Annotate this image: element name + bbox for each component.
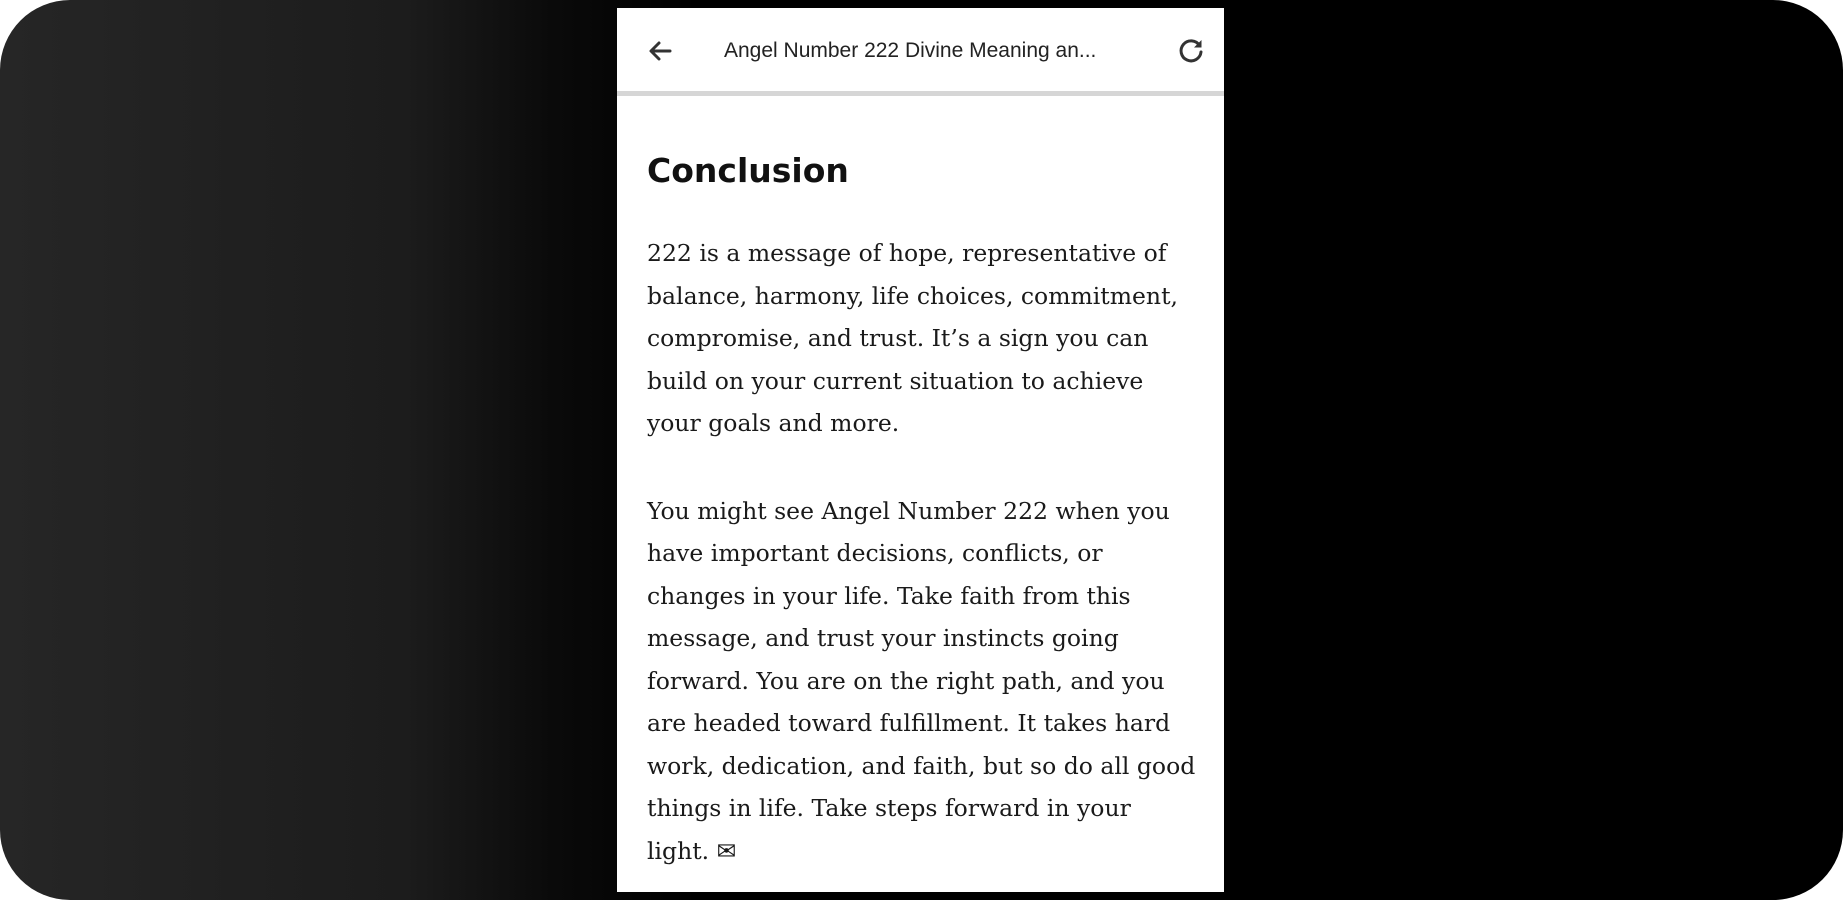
refresh-icon[interactable] (1175, 35, 1207, 67)
page-title: Angel Number 222 Divine Meaning an... (724, 39, 1097, 62)
section-heading: Conclusion (647, 151, 849, 190)
article-paragraph: You might see Angel Number 222 when you have important decisions, conflicts, or changes in your life. Take faith from this message, and trust your instincts going forward. You are on the right path, and you are headed toward fulfillment. It takes hard work, dedication, and faith, but so do all good things in life. Take steps forward in your light. ✉ (647, 496, 1196, 865)
back-arrow-icon[interactable] (645, 36, 675, 66)
phone-screen (617, 8, 1224, 892)
app-bar (617, 8, 1224, 96)
article-content (647, 96, 1197, 872)
article-paragraph: 222 is a message of hope, representative of balance, harmony, life choices, commitment, compromise, and trust. It’s a sign you can build on your current situation to achieve your goals and more. (647, 239, 1178, 437)
